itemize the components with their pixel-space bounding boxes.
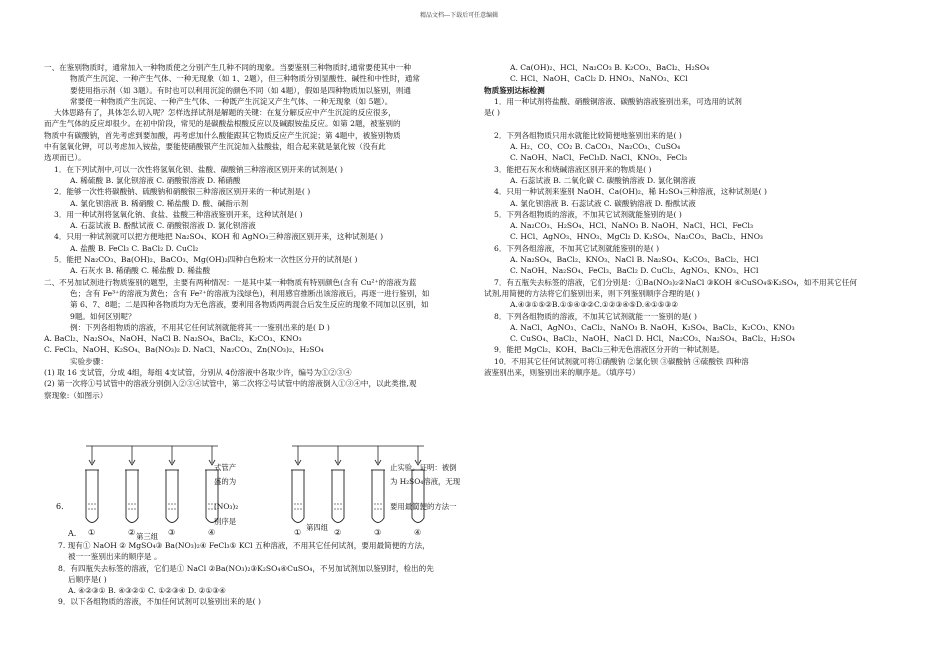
text-line: A. 氯化钡溶液 B. 稀硝酸 C. 稀盐酸 D. 酸、碱指示剂 (70, 198, 249, 208)
option-a-label: A. (68, 529, 77, 538)
fig-fragment-text: 要用最简便的方法一 (390, 502, 457, 511)
text-line: A. Na₂SO₄、BaCl₂、KNO₃、NaCl B. Na₂SO₄、K₂CO₃、BaCl₂、HCl (510, 255, 759, 265)
liquid-dot (88, 508, 89, 509)
liquid-dot (208, 503, 209, 504)
test-tube-diagram (58, 436, 474, 541)
text-line: 2．能够一次性将碳酸钠、硫酸钠和硝酸银三种溶液区别开来的一种试剂是( ) (54, 187, 311, 197)
text-line: 物质中有碳酸钠，首先考虑到要加酸，再考虑加什么酸能跟其它物质反应产生沉淀；第 4题中，被鉴别物质 (44, 130, 401, 140)
liquid-dot (377, 503, 378, 504)
text-line: A. Na₂CO₃、H₂SO₄、HCl、NaNO₃ B. NaOH、NaCl、HCl、FeCl₃ (510, 221, 753, 231)
text-line: 5．能把 Na₂CO₃、Ba(OH)₂、BaCO₃、Mg(OH)₂四种白色粉末一次性区分开的试剂是( ) (54, 255, 358, 265)
text-line: 液鉴别出来，则鉴别出来的顺序是。（填序号） (484, 368, 640, 378)
text-line: 6．下列各组溶液，不加其它试剂就能鉴别的是( ) (494, 243, 660, 253)
test-tube (166, 470, 178, 523)
liquid-dot (380, 503, 381, 504)
tube-label: ① (88, 528, 96, 537)
text-line: A.④③①⑤②B.①⑤④③②C.①②③④⑤D.④①⑤③② (510, 300, 679, 310)
text-line: (2) 第一次将①号试管中的溶液分别倒入②③④试管中，第二次将②号试管中的溶液倒入①③④中，以此类推,观 (44, 379, 417, 389)
tube-label: ④ (414, 528, 422, 537)
text-line: 1．在下列试剂中,可以一次性将氢氧化钡、盐酸、碳酸钠三种溶液区别开来的试剂是( ) (54, 164, 343, 174)
tube-label: ① (294, 528, 302, 537)
liquid-dot (88, 503, 89, 504)
liquid-dot (334, 503, 335, 504)
text-line: 例：下列各组物质的溶液，不用其它任何试剂就能将其一一鉴别出来的是( D ) (70, 322, 330, 332)
text-line: 9．能把 MgCl₂、KOH、BaCl₂三种无色溶液区分开的一种试剂是。 (494, 345, 725, 355)
text-line: 1．用一种试剂将盐酸、硝酸铜溶液、碳酸钠溶液鉴别出来，可选用的试剂 (494, 96, 742, 106)
test-tube (86, 470, 98, 523)
liquid-dot (91, 508, 92, 509)
text-line: 2．下列各组物质只用水就能比较简便地鉴别出来的是( ) (494, 130, 682, 140)
text-line: A. 稀硫酸 B. 氯化钡溶液 C. 硝酸银溶液 D. 稀硝酸 (70, 175, 241, 185)
text-line: 试剂,用简便的方法将它们鉴别出来，则下列鉴别顺序合理的是( ) (484, 288, 700, 298)
text-line: 7．有五瓶失去标签的溶液，它们分别是：①Ba(NO₃)₂②NaCl ③KOH ④CuSO₄⑤K₂SO₄，如不用其它任何 (494, 277, 857, 287)
test-tube (126, 470, 138, 523)
text-line: 而产生气体的反应却很少。在初中阶段，常见的是碳酸盐根酸反应以及碱跟铵盐反应。如第 2题，被鉴别的 (44, 119, 401, 129)
liquid-dot (374, 508, 375, 509)
text-line: A. 氯化钡溶液 B. 石蕊试液 C. 碳酸钠溶液 D. 酚酞试液 (510, 198, 696, 208)
text-line: 8．下列各组物质的溶液，不加其它试剂就能一一鉴别的是( ) (494, 311, 698, 321)
fig-fragment-text: 别序是 (214, 517, 237, 526)
left-column-bottom (58, 540, 468, 608)
liquid-dot (211, 503, 212, 504)
text-line: A. BaCl₂、Na₂SO₄、NaOH、NaCl B. Na₂SO₄、BaCl₂、K₂CO₃、KNO₃ (44, 334, 302, 344)
text-line: (1) 取 16 支试管，分成 4组，每组 4支试管，分别从 4份溶液中各取少许，编号为①②③④ (44, 368, 352, 378)
text-line: A. NaCl、AgNO₃、CaCl₂、NaNO₃ B. NaOH、K₂SO₄、BaCl₂、K₂CO₃、KNO₃ (510, 322, 795, 332)
liquid-dot (94, 508, 95, 509)
question-number: 6. (56, 502, 64, 511)
text-line: 二、不另加试剂进行物质鉴别的题型，主要有两种情况：一是其中某一种物质有特别颜色(含有 Cu²⁺的溶液为蓝 (44, 277, 417, 287)
liquid-dot (297, 503, 298, 504)
liquid-dot (174, 508, 175, 509)
liquid-dot (377, 508, 378, 509)
text-line: C. HCl、NaOH、CaCl₂ D. HNO₃、NaNO₃、KCl (510, 74, 688, 84)
liquid-dot (94, 503, 95, 504)
text-line: 实验步骤： (70, 356, 108, 366)
group-label-3: 第三组 (136, 532, 159, 541)
liquid-dot (131, 503, 132, 504)
text-line: C. CuSO₄、BaCl₂、NaOH、NaCl D. HCl、Na₂CO₃、Na₂SO₄、BaCl₂、H₂SO₄ (510, 334, 795, 344)
liquid-dot (294, 503, 295, 504)
text-line: C. FeCl₃、NaOH、K₂SO₄、Ba(NO₃)₂ D. NaCl、Na₂CO₃、Zn(NO₃)₂、H₂SO₄ (44, 345, 324, 355)
tube-label: ④ (208, 528, 216, 537)
liquid-dot (134, 503, 135, 504)
liquid-dot (128, 508, 129, 509)
text-line: 3．能把石灰水和烧碱溶液区别开来的物质是( ) (494, 164, 652, 174)
liquid-dot (211, 508, 212, 509)
liquid-dot (300, 503, 301, 504)
text-line: 3．用一种试剂将氢氧化钠、食盐、盐酸三种溶液鉴别开来，这种试剂是( ) (54, 209, 303, 219)
tube-label: ② (128, 528, 136, 537)
test-tube (292, 470, 304, 523)
text-line: 4．只用一种试剂就可以把方便地把 Na₂SO₄、KOH 和 AgNO₃三种溶液区别开来，这种试剂是( ) (54, 232, 384, 242)
tube-label: ③ (374, 528, 382, 537)
tube-label: ③ (168, 528, 176, 537)
text-line: 第 6、7、8题；二是四种各物质均为无色溶液，要利用各物质两两混合后发生反应的现象不同加以区别，如 (70, 300, 429, 310)
liquid-dot (168, 503, 169, 504)
text-line: 察现象:（如图示） (44, 390, 108, 400)
liquid-dot (297, 508, 298, 509)
text-line: A. H₂、CO、CO₂ B. CaCO₃、Na₂CO₃、CuSO₄ (510, 142, 681, 152)
liquid-dot (340, 503, 341, 504)
liquid-dot (91, 503, 92, 504)
fig-fragment-text: 为 H₂SO₄溶液，无现 (390, 477, 461, 486)
fig-fragment-text: 式管产 (214, 463, 237, 472)
liquid-dot (337, 508, 338, 509)
text-line: 9题。如何区别呢？ (70, 311, 136, 321)
text-line: 是( ) (484, 108, 500, 118)
tube-label: ② (334, 528, 342, 537)
text-line: 常要使一种物质产生沉淀、一种产生气体、一种既产生沉淀又产生气体、一种无现象（如 5题）。 (70, 96, 393, 106)
fig-fragment-text: 止实验。证明：被倒 (390, 463, 457, 472)
text-line: C. NaOH、NaCl、FeCl₃D. NaCl、KNO₃、FeCl₃ (510, 153, 688, 163)
text-line: 9．以下各组物质的溶液，不加任何试剂可以鉴别出来的是( ) (58, 597, 262, 607)
text-line (484, 118, 914, 129)
text-line: A. ④②③① B. ④③②① C. ①②③④ D. ②①③④ (68, 586, 226, 596)
liquid-dot (334, 508, 335, 509)
text-line: 被一一鉴别出来的顺序是 。 (68, 552, 162, 562)
text-line: A. 石蕊试液 B. 酚酞试液 C. 硝酸银溶液 D. 氯化钡溶液 (70, 221, 256, 231)
liquid-dot (380, 508, 381, 509)
liquid-dot (128, 503, 129, 504)
text-line: 7. 现有① NaOH ② MgSO₄③ Ba(NO₃)₂④ FeCl₃⑤ KCl 五种溶液，不用其它任何试剂，要用最简便的方法， (58, 541, 430, 550)
left-column (44, 62, 464, 401)
test-tube (332, 470, 344, 523)
text-line: C. HCl、AgNO₃、HNO₃、MgCl₂ D. K₂SO₄、Na₂CO₃、BaCl₂、HNO₃ (510, 232, 763, 242)
text-line: 色；含有 Fe³⁺的溶液为黄色；含有 Fe²⁺的溶液为浅绿色)，利用感官推断出该溶液后，再逐一进行鉴别，如 (70, 288, 430, 298)
text-line: 物质产生沉淀、一种产生气体、一种无现象（如 1、2题），但三种物质分别显酸性、碱性和中性时，通常 (70, 74, 420, 84)
text-line: 选项而已）。 (44, 153, 86, 163)
liquid-dot (300, 508, 301, 509)
text-line: 5．下列各组物质的溶液，不加其它试剂就能鉴别的是( ) (494, 209, 682, 219)
text-line: 10．不用其它任何试剂就可将①硝酸钠 ②氯化钡 ③碳酸钠 ④硫酸铁 四种溶 (494, 356, 749, 366)
text-line: 中有氢氧化钾，可以考虑加入铵盐，要能使硝酸银产生沉淀加入盐酸盐，组合起来就是氯化铵（没有此 (44, 142, 386, 152)
text-line: 后顺序是( ) (68, 574, 107, 584)
text-line: A. Ca(OH)₂、HCl、Na₂CO₃ B. K₂CO₃、BaCl₂、H₂SO₄ (510, 63, 710, 72)
text-line: 大体思路有了，具体怎么切入呢？怎样选择试剂是解题的关键：在复分解反应中产生沉淀的反应很多， (54, 108, 396, 118)
liquid-dot (134, 508, 135, 509)
liquid-dot (374, 503, 375, 504)
liquid-dot (168, 508, 169, 509)
liquid-dot (208, 508, 209, 509)
text-line: 8．有四瓶失去标签的溶液，它们是① NaCl ②Ba(NO₃)₂③K₂SO₄④CuSO₄，不另加试剂加以鉴别时，检出的先 (58, 563, 434, 573)
text-line: 一、在鉴别物质时，通常加入一种物质使之分别产生几种不同的现象。当要鉴别三种物质时,通常要使其中一种 (44, 63, 411, 72)
text-line: C. NaOH、Na₂SO₄、FeCl₃、BaCl₂ D. CuCl₂、AgNO₃、KNO₃、HCl (510, 266, 759, 276)
liquid-dot (337, 503, 338, 504)
text-line: 4．只用一种试剂来鉴别 NaOH、Ca(OH)₂、稀 H₂SO₄三种溶液，这种试剂是( ) (494, 187, 767, 197)
test-tube (372, 470, 384, 523)
liquid-dot (131, 508, 132, 509)
liquid-dot (171, 503, 172, 504)
fig-fragment-text: (NO₃)₂ (214, 502, 239, 511)
page-header: 精品文档---下载后可任意编辑 (420, 12, 499, 19)
text-line: A. 石蕊试液 B. 二氧化碳 C. 碳酸钠溶液 D. 氯化铜溶液 (510, 175, 696, 185)
liquid-dot (174, 503, 175, 504)
group-label-4: 第四组 (306, 523, 329, 532)
liquid-dot (294, 508, 295, 509)
liquid-dot (171, 508, 172, 509)
right-column (484, 62, 914, 378)
text-line: 要使用指示剂（如 3题）。有时也可以利用沉淀的颜色不同（如 4题），假如是四种物质加以鉴别，则通 (70, 85, 412, 95)
text-line: 物质鉴别达标检测 (484, 85, 545, 95)
text-line: A. 盐酸 B. FeCl₃ C. BaCl₂ D. CuCl₂ (70, 243, 199, 253)
fig-fragment-text: 盛的为 (214, 477, 237, 486)
text-line: A. 石灰水 B. 稀硝酸 C. 稀盐酸 D. 稀盐酸 (70, 266, 211, 276)
liquid-dot (340, 508, 341, 509)
